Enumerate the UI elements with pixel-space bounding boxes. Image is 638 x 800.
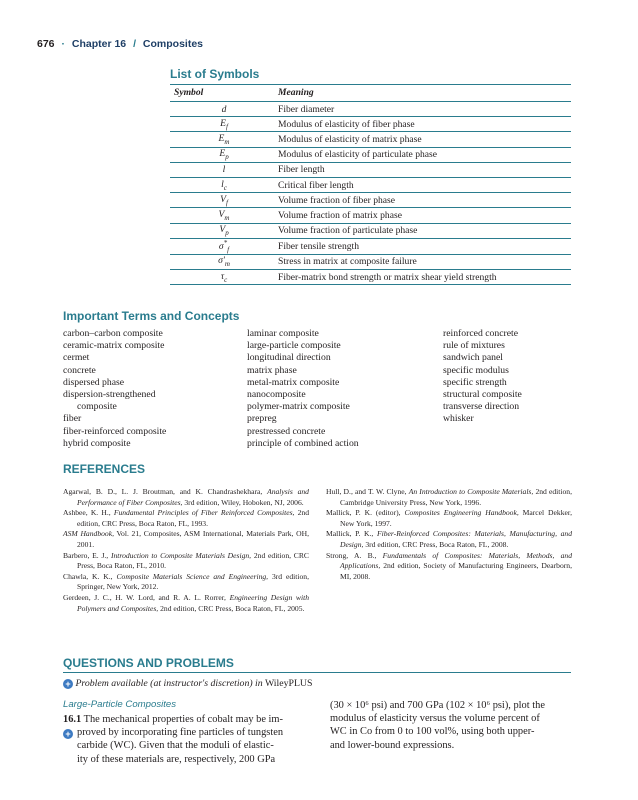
symbol-cell: d [170,102,278,117]
term-item: reinforced concrete [443,328,519,339]
term-item: fiber [63,413,82,425]
term-item: hybrid composite [63,437,131,449]
wileyplus-note [63,678,312,689]
term-item: specific strength [443,376,507,388]
reference-title: Fundamental Principles of Fiber Reinforced Composites, [113,508,295,518]
term-item: dispersed phase [63,376,125,388]
problem-line: (30 × 10⁶ psi) and 700 GPa (102 × 10⁶ psi), plot the [330,700,545,711]
meaning-cell: Fiber diameter [278,102,571,117]
problem-16-1-right [330,699,571,752]
symbol-cell: l [170,162,278,177]
term-item: dispersion-strengthened [63,388,156,400]
meaning-cell: Fiber tensile strength [278,238,571,254]
chapter-title: Composites [142,38,204,50]
term-item: prestressed concrete [247,425,326,437]
symbol-row [170,177,571,192]
problem-text: The mechanical properties of cobalt may be im- [83,714,283,725]
term-item: cermet [63,352,90,364]
symbol-row [170,132,571,147]
reference-title: Composite Materials Science and Engineering, [116,571,269,581]
questions-title: QUESTIONS AND PROBLEMS [63,656,234,670]
reference-authors: Agarwal, B. D., L. J. Broutman, and K. Chandrashekhara, [63,487,268,496]
references-title: REFERENCES [63,462,146,476]
reference-publisher: 3rd edition, Wiley, Hoboken, NJ, 2006. [182,497,304,507]
term-item: longitudinal direction [247,352,331,364]
terms-column-3 [443,328,522,426]
reference-authors: Barbero, E. J., [63,550,111,560]
term-item: transverse direction [443,401,520,413]
reference-title: Analysis and Performance of Fiber Composites, [77,487,309,507]
reference-publisher: 2nd edition, CRC Press, Boca Raton, FL, 1993. [77,508,309,528]
symbols-table [170,84,571,285]
problem-line: and lower-bound expressions. [330,739,455,751]
header-meaning: Meaning [278,85,571,102]
symbol-row [170,254,571,269]
symbol-cell: $E_p$ [170,147,278,162]
reference-title: An Introduction to Composite Materials, [408,487,534,496]
reference-title: Fundamentals of Composites: Materials, Methods, and Applications, [340,550,573,571]
reference-publisher: 3rd edition, Springer, New York, 2012. [77,571,309,592]
reference-authors: Ashbee, K. H., [63,508,114,518]
symbol-cell: $E_f$ [170,117,278,132]
reference-authors: Hull, D., and T. W. Clyne, [326,487,409,496]
symbol-row [170,117,571,132]
reference-authors: Chawla, K. K., [63,571,117,581]
symbol-row [170,238,571,254]
problem-wileyplus-marker [63,727,73,740]
wileyplus-note-text: Problem available (at instructor's discretion) in [75,678,263,689]
problem-16-1-left [63,713,307,766]
symbol-cell: $\sigma^*_f$ [170,238,278,254]
terms-column-2 [247,328,359,450]
meaning-cell: Volume fraction of particulate phase [278,223,571,238]
term-item: nanocomposite [247,388,306,400]
term-item: structural composite [443,388,522,400]
symbol-row [170,223,571,238]
meaning-cell: Stress in matrix at composite failure [278,254,571,269]
term-item: prepreg [247,413,277,425]
problem-text: ity of these materials are, respectively, 200 GPa [77,753,276,765]
symbol-cell: $l_c$ [170,177,278,192]
reference-title: Fiber-Reinforced Composites: Materials, Manufacturing, and Design, [340,529,572,549]
reference-publisher: 2nd edition, Cambridge University Press, New York, 1996. [340,487,572,507]
problem-line [63,753,307,766]
section-large-particle: Large-Particle Composites [63,699,177,710]
meaning-cell: Volume fraction of fiber phase [278,193,571,208]
problem-text: carbide (WC). Given that the moduli of elastic- [77,740,274,752]
reference-publisher: 3rd edition, CRC Press, Boca Raton, FL, 2008. [363,539,509,549]
term-item: polymer-matrix composite [247,401,350,413]
term-item: large-particle composite [247,340,341,352]
symbol-row [170,269,571,284]
meaning-cell: Volume fraction of matrix phase [278,208,571,223]
reference-publisher: 2nd edition, CRC Press, Boca Raton, FL, 2005. [158,603,305,613]
problem-number: 16.1 [63,714,82,725]
term-item: laminar composite [247,328,319,339]
symbol-cell: $V_f$ [170,193,278,208]
term-item: specific modulus [443,364,509,376]
wileyplus-brand: WileyPLUS [264,678,313,689]
reference-authors: Strong, A. B., [326,550,383,560]
meaning-cell: Modulus of elasticity of matrix phase [278,132,571,147]
term-item: fiber-reinforced composite [63,425,167,437]
term-item: sandwich panel [443,352,503,364]
terms-column-1 [63,328,166,450]
header-symbol: Symbol [170,85,278,102]
term-item: concrete [63,364,96,376]
terms-title: Important Terms and Concepts [63,309,240,323]
meaning-cell: Critical fiber length [278,177,571,192]
symbols-body [170,102,571,285]
symbols-title: List of Symbols [170,67,260,81]
problem-line: modulus of elasticity versus the volume percent of [330,713,540,725]
symbols-header-row [170,85,571,102]
reference-entry [63,572,309,593]
reference-authors: Mallick, P. K. (editor), [326,508,405,518]
symbol-row [170,102,571,117]
reference-title: Composites Engineering Handbook, [404,508,519,518]
reference-publisher: 2nd edition, Society of Manufacturing Engineers, Dearborn, MI, 2008. [340,561,572,581]
reference-entry [63,593,309,614]
reference-publisher: 2nd edition, CRC Press, Boca Raton, FL, 2010. [77,550,309,571]
symbol-row [170,147,571,162]
symbol-cell: $V_m$ [170,208,278,223]
symbol-row [170,193,571,208]
reference-publisher: Marcel Dekker, New York, 1997. [340,508,572,528]
wileyplus-plus-icon: + [63,679,73,689]
meaning-cell: Modulus of elasticity of particulate phase [278,147,571,162]
term-item: principle of combined action [247,437,359,449]
reference-title: Engineering Design with Polymers and Composites, [77,592,310,613]
wileyplus-plus-icon: + [63,729,73,739]
problem-line [63,739,307,752]
symbol-cell: $\sigma'_m$ [170,254,278,269]
term-item: composite [77,401,117,413]
reference-entry [63,487,309,508]
symbol-row [170,162,571,177]
problem-line [63,713,307,726]
references-column-left [63,487,309,614]
problem-text: proved by incorporating fine particles of tungsten [77,727,284,739]
reference-entry [326,551,572,583]
page-number: 676 [37,38,55,50]
reference-entry [326,529,572,550]
reference-entry [326,508,572,529]
reference-entry [63,529,309,550]
reference-authors: Gerdeen, J. C., H. W. Lord, and R. A. L. Rorrer, [63,592,230,602]
reference-publisher: Vol. 21, Composites, ASM International, Materials Park, OH, 2001. [77,529,309,549]
reference-entry [326,487,572,508]
symbol-row [170,208,571,223]
meaning-cell: Fiber length [278,162,571,177]
running-head [37,38,203,50]
references-column-right [326,487,572,582]
chapter-label: Chapter 16 [71,38,127,50]
problem-line [63,726,307,739]
meaning-cell: Fiber-matrix bond strength or matrix shear yield strength [278,269,571,284]
term-item: whisker [443,413,474,425]
symbol-cell: $E_m$ [170,132,278,147]
questions-rule [63,672,571,673]
term-item: ceramic-matrix composite [63,340,165,352]
term-item: metal-matrix composite [247,376,340,388]
symbol-cell: $\tau_c$ [170,269,278,284]
term-item: rule of mixtures [443,340,505,352]
problem-line: WC in Co from 0 to 100 vol%, using both upper- [330,726,535,738]
reference-title: Introduction to Composite Materials Design, [110,550,252,560]
reference-entry [63,551,309,572]
term-item: carbon–carbon composite [63,328,163,339]
term-item: matrix phase [247,364,297,376]
running-head-slash: / [133,38,136,50]
symbol-cell: $V_p$ [170,223,278,238]
reference-title: ASM Handbook, [63,529,114,539]
meaning-cell: Modulus of elasticity of fiber phase [278,117,571,132]
running-head-bullet: · [61,38,65,50]
reference-authors: Mallick, P. K., [326,529,377,539]
reference-entry [63,508,309,529]
